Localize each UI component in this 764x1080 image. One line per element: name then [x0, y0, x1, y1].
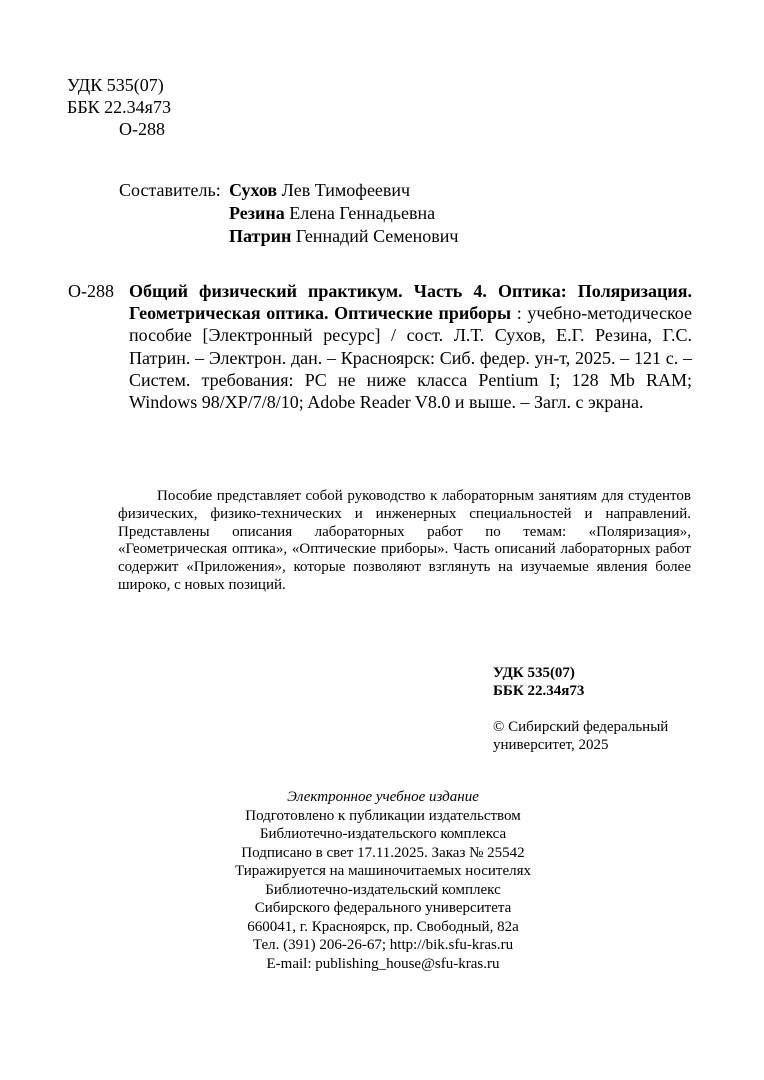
bbk-code: ББК 22.34я73	[67, 97, 171, 117]
compiler-name: Геннадий Семенович	[295, 226, 459, 246]
udk-code: УДК 535(07)	[67, 75, 164, 95]
imprint-line: Библиотечно-издательского комплекса	[259, 826, 507, 842]
compiler-name: Лев Тимофеевич	[281, 180, 411, 200]
imprint-edition-type: Электронное учебное издание	[287, 789, 479, 805]
abstract: Пособие представляет собой руководство к лабораторным занятиям для студентов физических, физико-технических и инженерных специальностей и направлений. Представлены описания лабораторных работ по темам: «Поляризация», «Геометрическая оптика», «Оптические приборы». Часть описаний лабораторных работ содержит «Приложения», которые позволяют взглянуть на изучаемые явления более широко, с новых позиций.	[118, 488, 691, 593]
compiler-2	[229, 202, 435, 224]
imprint-line: Библиотечно-издательский комплекс	[265, 881, 501, 898]
compilers-label: Составитель:	[119, 180, 221, 200]
copyright-line-2: университет, 2025	[493, 737, 609, 753]
imprint-line: Тиражируется на машиночитаемых носителях	[234, 863, 531, 879]
bib-details: : учебно-методическое пособие [Электронный ресурс] / сост. Л.Т. Сухов, Е.Г. Резина, Г.С. Патрин. – Электрон. дан. – Красноярск: Сиб. федер. ун-т, 2025. – 121 с. – Систем. требования: PC не ниже класса Pentium I; 128 Mb RAM; Windows 98/XP/7/8/10; Adobe Reader V8.0 и выше. – Загл. с экрана.	[129, 303, 692, 413]
bib-code: О-288	[68, 281, 114, 301]
author-mark: О-288	[119, 119, 165, 139]
footer-bbk: ББК 22.34я73	[493, 683, 585, 699]
imprint-phone-url: Тел. (391) 206-26-67; http://bik.sfu-kras.ru	[252, 937, 514, 953]
compiler-surname: Патрин	[229, 226, 292, 246]
bibliographic-record	[129, 280, 692, 413]
compiler-surname: Резина	[229, 203, 285, 223]
imprint-line: Подписано в свет 17.11.2025. Заказ № 25542	[241, 844, 525, 861]
compiler-3	[229, 225, 458, 247]
compiler-1	[229, 179, 410, 201]
compiler-name: Елена Геннадьевна	[289, 203, 436, 223]
imprint-line: Подготовлено к публикации издательством	[245, 807, 521, 824]
imprint-address: 660041, г. Красноярск, пр. Свободный, 82а	[247, 918, 519, 935]
imprint-email: E-mail: publishing_house@sfu-kras.ru	[266, 955, 500, 972]
compiler-surname: Сухов	[229, 180, 278, 200]
imprint	[150, 788, 616, 973]
copyright-line-1: © Сибирский федеральный	[493, 719, 669, 735]
imprint-line: Сибирского федерального университета	[254, 900, 512, 916]
bib-title: Общий физический практикум. Часть 4. Оптика: Поляризация. Геометрическая оптика. Оптические приборы	[129, 281, 692, 324]
footer-udk: УДК 535(07)	[493, 665, 575, 681]
